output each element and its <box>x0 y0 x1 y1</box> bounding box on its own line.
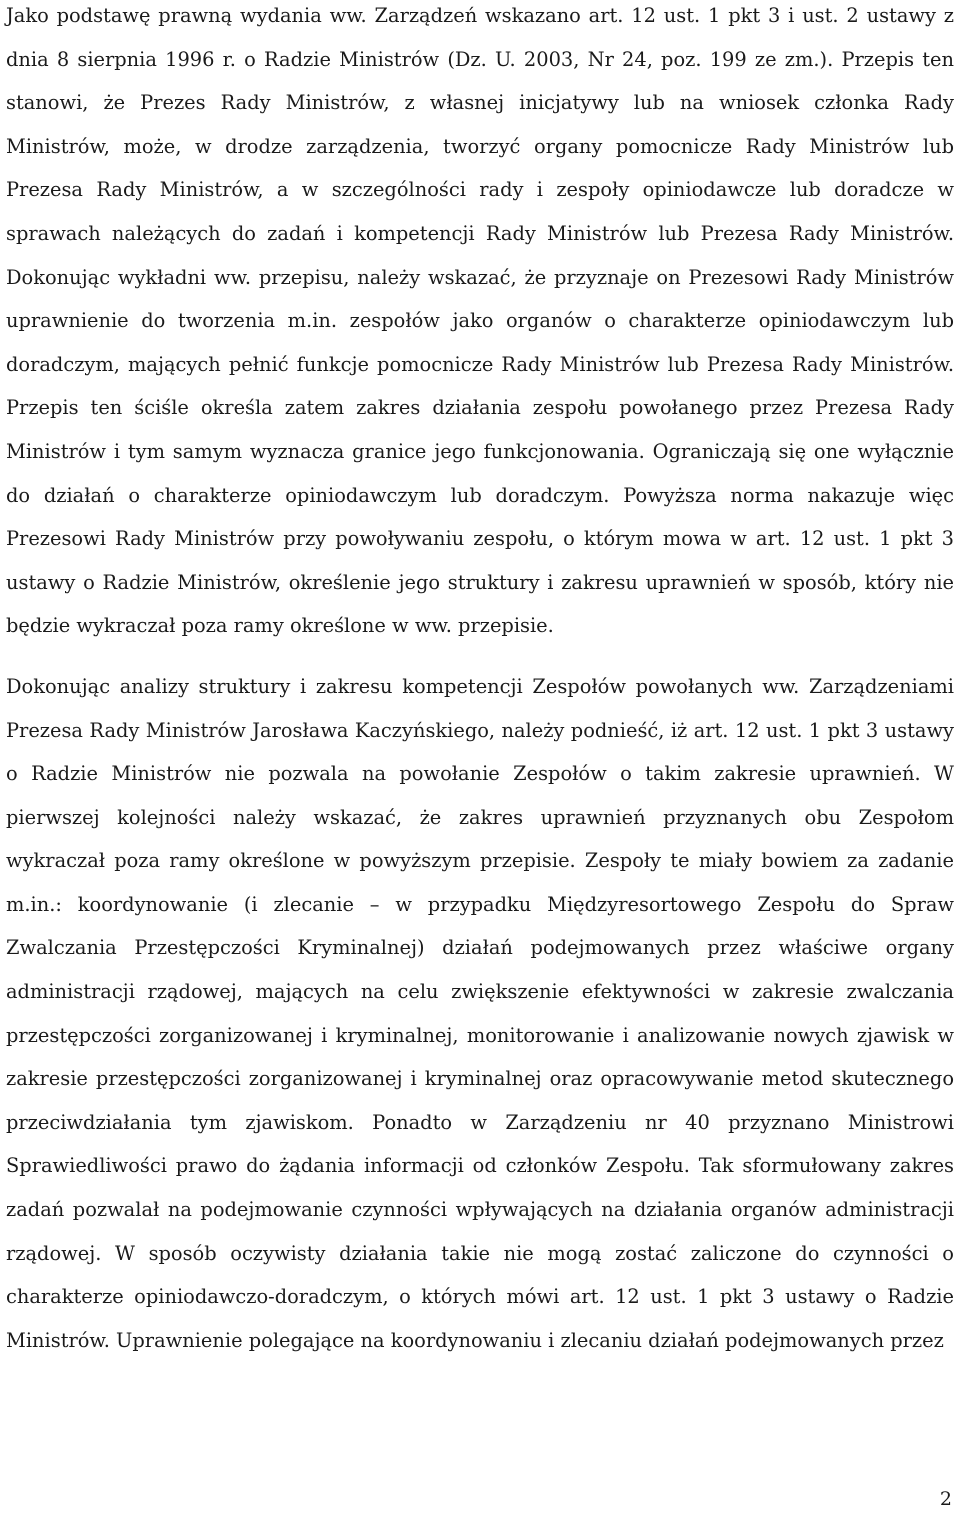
page-number: 2 <box>939 1488 952 1510</box>
document-page <box>6 0 954 1362</box>
paragraph-legal-basis: Jako podstawę prawną wydania ww. Zarządzeń wskazano art. 12 ust. 1 pkt 3 i ust. 2 ustawy z dnia 8 sierpnia 1996 r. o Radzie Ministrów (Dz. U. 2003, Nr 24, poz. 199 ze zm.). Przepis ten stanowi, że Prezes Rady Ministrów, z własnej inicjatywy lub na wniosek członka Rady Ministrów, może, w drodze zarządzenia, tworzyć organy pomocnicze Rady Ministrów lub Prezesa Rady Ministrów, a w szczególności rady i zespoły opiniodawcze lub doradcze w sprawach należących do zadań i kompetencji Rady Ministrów lub Prezesa Rady Ministrów. Dokonując wykładni ww. przepisu, należy wskazać, że przyznaje on Prezesowi Rady Ministrów uprawnienie do tworzenia m.in. zespołów jako organów o charakterze opiniodawczym lub doradczym, mających pełnić funkcje pomocnicze Rady Ministrów lub Prezesa Rady Ministrów. Przepis ten ściśle określa zatem zakres działania zespołu powołanego przez Prezesa Rady Ministrów i tym samym wyznacza granice jego funkcjonowania. Ograniczają się one wyłącznie do działań o charakterze opiniodawczym lub doradczym. Powyższa norma nakazuje więc Prezesowi Rady Ministrów przy powoływaniu zespołu, o którym mowa w art. 12 ust. 1 pkt 3 ustawy o Radzie Ministrów, określenie jego struktury i zakresu uprawnień w sposób, który nie będzie wykraczał poza ramy określone w ww. przepisie. <box>6 4 954 638</box>
paragraph-competence-analysis: Dokonując analizy struktury i zakresu kompetencji Zespołów powołanych ww. Zarządzeniami Prezesa Rady Ministrów Jarosława Kaczyńskiego, należy podnieść, iż art. 12 ust. 1 pkt 3 ustawy o Radzie Ministrów nie pozwala na powołanie Zespołów o takim zakresie uprawnień. W pierwszej kolejności należy wskazać, że zakres uprawnień przyznanych obu Zespołom wykraczał poza ramy określone w powyższym przepisie. Zespoły te miały bowiem za zadanie m.in.: koordynowanie (i zlecanie – w przypadku Międzyresortowego Zespołu do Spraw Zwalczania Przestępczości Kryminalnej) działań podejmowanych przez właściwe organy administracji rządowej, mających na celu zwiększenie efektywności w zakresie zwalczania przestępczości zorganizowanej i kryminalnej, monitorowanie i analizowanie nowych zjawisk w zakresie przestępczości zorganizowanej i kryminalnej oraz opracowywanie metod skutecznego przeciwdziałania tym zjawiskom. Ponadto w Zarządzeniu nr 40 przyznano Ministrowi Sprawiedliwości prawo do żądania informacji od członków Zespołu. Tak sformułowany zakres zadań pozwalał na podejmowanie czynności wpływających na działania organów administracji rządowej. W sposób oczywisty działania takie nie mogą zostać zaliczone do czynności o charakterze opiniodawczo-doradczym, o których mówi art. 12 ust. 1 pkt 3 ustawy o Radzie Ministrów. Uprawnienie polegające na koordynowaniu i zlecaniu działań podejmowanych przez <box>6 674 954 1352</box>
